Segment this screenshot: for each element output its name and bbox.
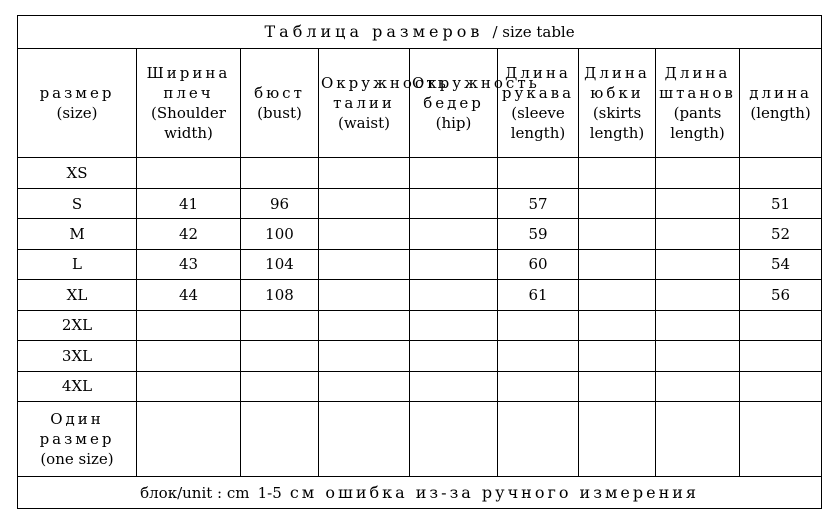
header-label-en: (hip) bbox=[435, 113, 472, 132]
pants-cell bbox=[656, 402, 740, 477]
waist-cell bbox=[319, 249, 410, 279]
size-cell: 4XL bbox=[18, 371, 137, 401]
sleeve-cell: 61 bbox=[498, 280, 579, 310]
table-row bbox=[18, 371, 822, 401]
size-cell: 2XL bbox=[18, 310, 137, 340]
header-label-ru: Ширина плеч bbox=[146, 63, 231, 102]
hip-cell bbox=[410, 188, 498, 218]
table-title bbox=[18, 16, 822, 49]
header-label-ru: бюст bbox=[254, 83, 305, 102]
size-cell: XL bbox=[18, 280, 137, 310]
shoulder-cell bbox=[137, 310, 241, 340]
length-cell: 52 bbox=[740, 219, 822, 249]
pants-cell bbox=[656, 310, 740, 340]
header-label-en: (size) bbox=[56, 103, 98, 122]
table-row bbox=[18, 158, 822, 188]
pants-cell bbox=[656, 219, 740, 249]
title-en: / size table bbox=[492, 22, 575, 41]
hip-cell bbox=[410, 280, 498, 310]
bust-cell bbox=[241, 371, 319, 401]
waist-cell bbox=[319, 371, 410, 401]
table-row bbox=[18, 310, 822, 340]
hip-cell bbox=[410, 402, 498, 477]
bust-cell bbox=[241, 341, 319, 371]
size-cell: 3XL bbox=[18, 341, 137, 371]
length-cell: 51 bbox=[740, 188, 822, 218]
header-length bbox=[740, 48, 822, 158]
shoulder-cell: 44 bbox=[137, 280, 241, 310]
header-bust bbox=[241, 48, 319, 158]
skirt-cell bbox=[579, 188, 656, 218]
one-size-en: (one size) bbox=[40, 450, 114, 469]
length-cell: 54 bbox=[740, 249, 822, 279]
shoulder-cell bbox=[137, 341, 241, 371]
bust-cell bbox=[241, 158, 319, 188]
pants-cell bbox=[656, 371, 740, 401]
shoulder-cell: 43 bbox=[137, 249, 241, 279]
header-pants bbox=[656, 48, 740, 158]
waist-cell bbox=[319, 280, 410, 310]
sleeve-cell: 57 bbox=[498, 188, 579, 218]
shoulder-cell bbox=[137, 371, 241, 401]
header-waist bbox=[319, 48, 449, 158]
hip-cell bbox=[410, 371, 498, 401]
sleeve-cell: 60 bbox=[498, 249, 579, 279]
header-size bbox=[18, 48, 137, 158]
sleeve-cell bbox=[498, 310, 579, 340]
sleeve-cell bbox=[498, 341, 579, 371]
table-row bbox=[18, 341, 822, 371]
sleeve-cell bbox=[498, 371, 579, 401]
header-shoulder bbox=[137, 48, 241, 158]
footer-range: 1-5 bbox=[257, 483, 282, 502]
header-label-en: (waist) bbox=[337, 113, 390, 132]
size-table bbox=[17, 15, 822, 509]
header-label-en: (sleeve length) bbox=[510, 103, 566, 142]
header-label-ru: длина bbox=[749, 83, 812, 102]
size-cell: XS bbox=[18, 158, 137, 188]
waist-cell bbox=[319, 402, 410, 477]
footer-text: см ошибка из-за ручного измерения bbox=[289, 482, 699, 502]
footer-note bbox=[18, 477, 822, 509]
bust-cell bbox=[241, 310, 319, 340]
header-label-ru: Длина юбки bbox=[584, 63, 650, 102]
header-skirt bbox=[579, 48, 656, 158]
table-row bbox=[18, 249, 822, 279]
bust-cell: 104 bbox=[241, 249, 319, 279]
hip-cell bbox=[410, 249, 498, 279]
pants-cell bbox=[656, 341, 740, 371]
length-cell: 56 bbox=[740, 280, 822, 310]
one-size-ru: Один размер bbox=[39, 410, 115, 449]
length-cell bbox=[740, 310, 822, 340]
sleeve-cell bbox=[498, 158, 579, 188]
header-label-en: (Shoulder width) bbox=[151, 103, 226, 142]
skirt-cell bbox=[579, 158, 656, 188]
length-cell bbox=[740, 371, 822, 401]
hip-cell bbox=[410, 219, 498, 249]
header-label-ru: Окружность талии bbox=[321, 73, 449, 112]
pants-cell bbox=[656, 188, 740, 218]
size-cell: S bbox=[18, 188, 137, 218]
waist-cell bbox=[319, 341, 410, 371]
length-cell bbox=[740, 158, 822, 188]
skirt-cell bbox=[579, 249, 656, 279]
sleeve-cell: 59 bbox=[498, 219, 579, 249]
bust-cell: 96 bbox=[241, 188, 319, 218]
skirt-cell bbox=[579, 219, 656, 249]
table-row bbox=[18, 188, 822, 218]
shoulder-cell: 41 bbox=[137, 188, 241, 218]
hip-cell bbox=[410, 310, 498, 340]
header-label-en: (bust) bbox=[257, 103, 302, 122]
hip-cell bbox=[410, 158, 498, 188]
table-row-one-size bbox=[18, 402, 822, 477]
header-label-en: (pants length) bbox=[670, 103, 725, 142]
waist-cell bbox=[319, 310, 410, 340]
bust-cell bbox=[241, 402, 319, 477]
header-label-ru: размер bbox=[39, 83, 115, 102]
size-cell-one-size bbox=[18, 402, 137, 477]
shoulder-cell bbox=[137, 158, 241, 188]
length-cell bbox=[740, 341, 822, 371]
shoulder-cell: 42 bbox=[137, 219, 241, 249]
footer-unit: блок/unit : cm bbox=[140, 483, 250, 502]
waist-cell bbox=[319, 219, 410, 249]
header-label-ru: Длина штанов bbox=[659, 63, 736, 102]
length-cell bbox=[740, 402, 822, 477]
pants-cell bbox=[656, 158, 740, 188]
skirt-cell bbox=[579, 280, 656, 310]
pants-cell bbox=[656, 280, 740, 310]
bust-cell: 100 bbox=[241, 219, 319, 249]
pants-cell bbox=[656, 249, 740, 279]
header-label-en: (skirts length) bbox=[589, 103, 645, 142]
header-label-en: (length) bbox=[750, 103, 811, 122]
skirt-cell bbox=[579, 310, 656, 340]
header-row bbox=[18, 48, 822, 158]
skirt-cell bbox=[579, 341, 656, 371]
table-row bbox=[18, 219, 822, 249]
skirt-cell bbox=[579, 402, 656, 477]
table-row bbox=[18, 280, 822, 310]
title-ru: Таблица размеров bbox=[264, 21, 484, 41]
hip-cell bbox=[410, 341, 498, 371]
waist-cell bbox=[319, 188, 410, 218]
size-cell: L bbox=[18, 249, 137, 279]
shoulder-cell bbox=[137, 402, 241, 477]
size-cell: M bbox=[18, 219, 137, 249]
waist-cell bbox=[319, 158, 410, 188]
sleeve-cell bbox=[498, 402, 579, 477]
header-label-ru: Окружность бедер bbox=[412, 73, 540, 112]
skirt-cell bbox=[579, 371, 656, 401]
header-label-ru: Длина рукава bbox=[501, 63, 575, 102]
bust-cell: 108 bbox=[241, 280, 319, 310]
header-sleeve bbox=[498, 48, 579, 158]
